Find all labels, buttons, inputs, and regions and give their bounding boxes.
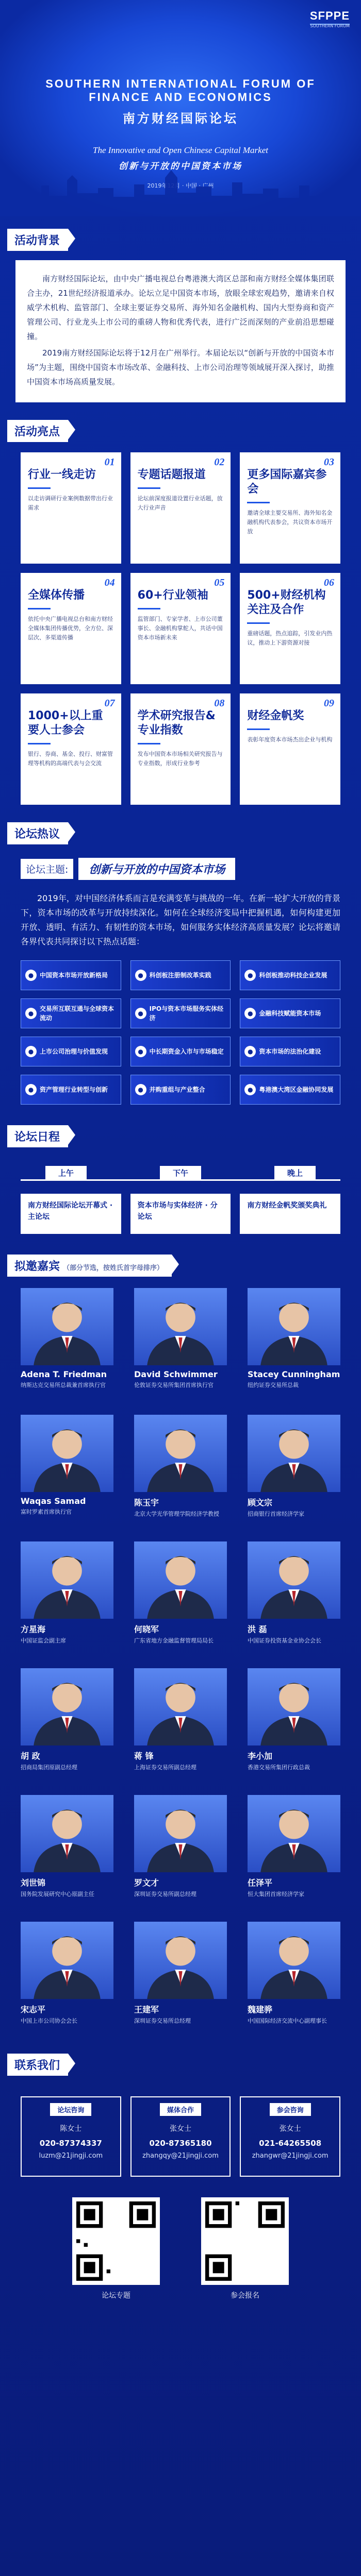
contact-email[interactable]: zhangwr@21jingji.com (252, 2152, 329, 2160)
hot-topics-section (0, 822, 361, 1105)
speaker-card (134, 1922, 227, 2038)
highlight-card (130, 573, 231, 684)
agenda-title: 论坛日程 (7, 1125, 68, 1147)
highlight-desc: 论坛前深度报道设置行业话题，放大行业声音 (137, 495, 223, 511)
speaker-photo (248, 1668, 340, 1745)
hot-topic-item (21, 960, 121, 990)
highlight-number: 04 (104, 577, 115, 588)
hot-topic-item (130, 1037, 231, 1066)
speaker-name: Stacey Cunningham (248, 1369, 340, 1379)
speakers-section (0, 1255, 361, 2038)
speaker-title: 纽约证券交易所总裁 (248, 1382, 299, 1388)
speaker-card (248, 1795, 340, 1911)
speaker-photo (134, 1795, 227, 1872)
speaker-card (248, 1922, 340, 2038)
speaker-photo (248, 1795, 340, 1872)
speaker-photo (134, 1415, 227, 1492)
agenda-card: 南方财经国际论坛开幕式 · 主论坛 (21, 1194, 121, 1234)
speaker-photo (21, 1922, 113, 1999)
agenda-section (0, 1125, 361, 1234)
speaker-name: 方星海 (21, 1624, 46, 1634)
topic-paragraph: 2019年，对中国经济体系而言是充满变革与挑战的一年。在新一轮扩大开放的背景下，资本市场的改革与开放持续深化。如何在全球经济变局中把握机遇，如何构建更加开放、透明、有活力、有韧性的资本市场，如何服务实体经济高质量发展？论坛将邀请各界代表共同探讨以下热点话题： (21, 893, 340, 946)
speaker-photo (21, 1415, 113, 1492)
highlight-divider (28, 487, 51, 489)
speaker-card (134, 1795, 227, 1911)
speaker-title: 上海证券交易所副总经理 (134, 1764, 196, 1771)
speaker-photo (21, 1288, 113, 1365)
contact-label: 媒体合作 (160, 2103, 201, 2116)
speaker-card (21, 1541, 113, 1658)
speaker-name: Adena T. Friedman (21, 1369, 107, 1379)
highlight-card (240, 452, 340, 564)
hot-topic-text: 中国资本市场开放新格局 (40, 972, 108, 979)
speaker-title: 深圳证券交易所副总经理 (134, 1891, 196, 1897)
hot-topic-item (130, 1075, 231, 1105)
topic-text (21, 891, 340, 949)
person-silhouette-icon (134, 1541, 227, 1619)
contact-grid (21, 2096, 340, 2177)
contact-label: 论坛咨询 (50, 2103, 91, 2116)
agenda-tag-morning: 上午 (45, 1166, 87, 1180)
speaker-title: 纳斯达克交易所总裁兼首席执行官 (21, 1382, 106, 1388)
speaker-title: 广东省地方金融监督管理局局长 (134, 1637, 214, 1644)
hot-topic-text: 资产管理行业转型与创新 (40, 1086, 108, 1093)
hot-topic-text: IPO与资本市场服务实体经济 (149, 1005, 224, 1022)
highlight-number: 08 (214, 698, 225, 709)
highlight-title: 60+行业领袖 (137, 589, 208, 602)
speaker-photo (248, 1922, 340, 1999)
bullet-icon: ● (135, 1046, 146, 1057)
hot-topic-text: 上市公司治理与价值发现 (40, 1048, 108, 1055)
hot-topic-item (21, 1075, 121, 1105)
speaker-name: 王建军 (134, 2005, 159, 2014)
speaker-photo (134, 1922, 227, 1999)
qr-caption: 参会报名 (231, 2292, 259, 2300)
highlight-number: 01 (104, 456, 115, 468)
highlight-divider (138, 743, 160, 744)
highlight-title: 行业一线走访 (28, 468, 96, 481)
highlights-grid (21, 452, 340, 805)
agenda-tag-evening: 晚上 (274, 1166, 316, 1180)
contact-person: 张女士 (279, 2125, 301, 2133)
highlight-divider (138, 608, 160, 609)
highlight-number: 03 (324, 456, 334, 468)
speaker-card (134, 1415, 227, 1531)
agenda-card: 南方财经金帆奖颁奖典礼 (240, 1194, 340, 1234)
background-paragraph-2: 2019南方财经国际论坛将于12月在广州举行。本届论坛以“创新与开放的中国资本市场”为主题，围绕中国资本市场改革、金融科技、上市公司治理等领域展开深入探讨，助推中国资本市场高质量发展。 (27, 348, 334, 386)
speaker-photo (21, 1668, 113, 1745)
speaker-title: 富时罗素首席执行官 (21, 1509, 72, 1515)
highlight-title: 全媒体传播 (28, 589, 85, 602)
hero-title-cn: 南方财经国际论坛 (123, 111, 238, 126)
highlight-desc: 银行、券商、基金、投行、财富管理等机构的高端代表与会交流 (28, 751, 113, 767)
highlight-number: 07 (104, 698, 115, 709)
speaker-card (248, 1288, 340, 1404)
bullet-icon: ● (135, 970, 146, 981)
hot-topic-text: 交易所互联互通与全球资本流动 (40, 1005, 114, 1022)
hero-subtitle-en: The Innovative and Open Chinese Capital Market (93, 145, 268, 155)
speaker-name: 刘世锦 (21, 1878, 46, 1888)
person-silhouette-icon (21, 1922, 113, 1999)
highlight-card (21, 693, 121, 805)
agenda-card: 资本市场与实体经济 · 分论坛 (130, 1194, 231, 1234)
hero-subtitle-cn: 创新与开放的中国资本市场 (119, 161, 242, 172)
highlight-desc: 监管部门、专家学者、上市公司董事长、金融机构掌舵人，共话中国资本市场新未来 (137, 616, 223, 641)
highlight-desc: 表彰年度资本市场杰出企业与机构 (247, 736, 333, 743)
hero-title-en-2: FINANCE AND ECONOMICS (89, 91, 272, 104)
highlight-title: 1000+以上重要人士参会 (28, 709, 103, 737)
highlight-number: 06 (324, 577, 334, 588)
speakers-title-text: 拟邀嘉宾 (14, 1260, 60, 1273)
person-silhouette-icon (21, 1288, 113, 1365)
speaker-card (21, 1795, 113, 1911)
hot-topic-item (240, 998, 340, 1028)
hot-topic-text: 金融科技赋能资本市场 (259, 1010, 321, 1017)
highlight-title: 学术研究报告&专业指数 (137, 709, 216, 737)
person-silhouette-icon (134, 1922, 227, 1999)
highlight-desc: 邀请全球主要交易所、海外知名金融机构代表参会，共议资本市场开放 (247, 510, 333, 535)
speaker-photo (21, 1541, 113, 1619)
highlight-number: 05 (214, 577, 225, 588)
bullet-icon: ● (25, 1008, 37, 1019)
qr-code-icon[interactable] (72, 2197, 160, 2285)
speaker-photo (134, 1668, 227, 1745)
highlight-divider (247, 622, 270, 624)
highlight-desc: 重磅话题，热点追踪，引发业内热议，推动上下游资源对接 (247, 630, 333, 646)
contact-card (240, 2096, 340, 2177)
person-silhouette-icon (134, 1415, 227, 1492)
speaker-name: 胡 政 (21, 1751, 40, 1761)
hot-topic-text: 并购重组与产业整合 (149, 1086, 205, 1093)
bullet-icon: ● (25, 1046, 37, 1057)
highlight-desc: 以走访调研行业案例数据带出行业需求 (28, 495, 113, 511)
contact-title: 联系我们 (7, 2054, 68, 2076)
speaker-name: 陈玉宇 (134, 1498, 159, 1507)
hot-topic-text: 中长期资金入市与市场稳定 (149, 1048, 224, 1055)
hot-topic-text: 资本市场的法治化建设 (259, 1048, 321, 1055)
speaker-title: 香港交易所集团行政总裁 (248, 1764, 310, 1771)
speaker-name: Waqas Samad (21, 1496, 86, 1506)
speakers-grid (21, 1288, 340, 2038)
highlights-title: 活动亮点 (7, 420, 68, 442)
hot-topic-item (130, 998, 231, 1028)
contact-card (130, 2096, 231, 2177)
speaker-photo (21, 1795, 113, 1872)
highlight-number: 09 (324, 698, 334, 709)
agenda-timeline (21, 1166, 340, 1187)
topic-theme: 创新与开放的中国资本市场 (78, 858, 235, 880)
topic-header (21, 858, 340, 880)
bullet-icon: ● (25, 1084, 37, 1095)
highlight-divider (138, 487, 160, 489)
hot-topics-title: 论坛热议 (7, 822, 68, 844)
person-silhouette-icon (134, 1288, 227, 1365)
city-skyline-graphic (0, 170, 361, 216)
person-silhouette-icon (248, 1922, 340, 1999)
speaker-title: 国务院发展研究中心原副主任 (21, 1891, 94, 1897)
speaker-photo (134, 1288, 227, 1365)
speaker-title: 中国上市公司协会会长 (21, 2018, 77, 2024)
highlight-card (21, 573, 121, 684)
highlight-card (21, 452, 121, 564)
highlight-title: 财经金帆奖 (247, 709, 304, 722)
speaker-title: 中国证监会副主席 (21, 1637, 66, 1644)
hero-dateline: 2019年12月 · 中国 · 广州 (147, 182, 214, 189)
highlight-title: 更多国际嘉宾参会 (247, 468, 327, 496)
person-silhouette-icon (248, 1288, 340, 1365)
highlight-divider (247, 502, 270, 503)
background-paragraph-1: 南方财经国际论坛，由中央广播电视总台粤港澳大湾区总部和南方财经全媒体集团联合主办，21世纪经济报道承办。论坛立足中国资本市场，放眼全球宏观趋势，邀请来自权威学术机构、监管部门、全球主要证券交易所、海外知名金融机构、国内大型券商和资产管理公司、行业龙头上市公司的重磅人物和优秀代表，进行广泛而深刻的产业前沿思想碰撞。 (27, 274, 334, 341)
speaker-name: 罗文才 (134, 1878, 159, 1888)
contact-person: 张女士 (169, 2125, 191, 2133)
highlight-divider (28, 608, 51, 609)
person-silhouette-icon (21, 1668, 113, 1745)
qr-code-icon[interactable] (201, 2197, 289, 2285)
speaker-card (134, 1668, 227, 1785)
speaker-photo (248, 1415, 340, 1492)
hero-banner (0, 0, 361, 216)
hot-topic-item (21, 1037, 121, 1066)
highlight-divider (28, 743, 51, 744)
hot-topic-text: 粤港澳大湾区金融协同发展 (259, 1086, 334, 1093)
contact-card (21, 2096, 121, 2177)
qr-row (0, 2197, 361, 2300)
bullet-icon: ● (135, 1008, 146, 1019)
speaker-name: David Schwimmer (134, 1369, 218, 1379)
speaker-name: 洪 磊 (248, 1624, 267, 1634)
contact-section (0, 2054, 361, 2300)
background-box (15, 260, 346, 402)
qr-block (72, 2197, 160, 2300)
speaker-title: 中国证券投资基金业协会会长 (248, 1637, 321, 1644)
highlight-number: 02 (214, 456, 225, 468)
speaker-card (248, 1415, 340, 1531)
topic-label: 论坛主题: (21, 859, 73, 879)
qr-caption: 论坛专题 (102, 2292, 130, 2300)
person-silhouette-icon (248, 1795, 340, 1872)
person-silhouette-icon (21, 1541, 113, 1619)
speaker-title: 伦敦证券交易所集团首席执行官 (134, 1382, 214, 1388)
bullet-icon: ● (25, 970, 37, 981)
highlight-divider (247, 728, 270, 730)
speaker-photo (248, 1288, 340, 1365)
contact-person: 陈女士 (60, 2125, 82, 2133)
contact-email[interactable]: zhangqy@21jingji.com (142, 2152, 219, 2160)
person-silhouette-icon (248, 1541, 340, 1619)
highlights-section (0, 420, 361, 805)
contact-phone[interactable]: 020-87374337 (39, 2139, 102, 2148)
highlight-card (130, 452, 231, 564)
hero-title-en-1: SOUTHERN INTERNATIONAL FORUM OF (45, 77, 316, 90)
bullet-icon: ● (244, 970, 256, 981)
contact-phone[interactable]: 021-64265508 (259, 2139, 322, 2148)
brand-logo: SFPPE (310, 9, 350, 25)
speaker-card (248, 1541, 340, 1658)
contact-phone[interactable]: 020-87365180 (149, 2139, 212, 2148)
person-silhouette-icon (134, 1668, 227, 1745)
speaker-title: 中国国际经济交流中心副理事长 (248, 2018, 327, 2024)
speaker-name: 顾文宗 (248, 1498, 273, 1507)
speaker-title: 深圳证券交易所总经理 (134, 2018, 191, 2024)
speakers-note: （部分节选，按姓氏首字母排序） (63, 1264, 164, 1272)
speaker-name: 蒋 锋 (134, 1751, 154, 1761)
background-title: 活动背景 (7, 229, 68, 251)
person-silhouette-icon (21, 1415, 113, 1492)
speaker-photo (248, 1541, 340, 1619)
speaker-card (21, 1668, 113, 1785)
speaker-card (248, 1668, 340, 1785)
hot-topic-item (240, 1075, 340, 1105)
speaker-card (134, 1288, 227, 1404)
speaker-name: 宋志平 (21, 2005, 46, 2014)
highlight-title: 500+财经机构关注及合作 (247, 589, 326, 616)
hot-topic-grid (21, 960, 340, 1105)
hot-topic-item (130, 960, 231, 990)
highlight-desc: 发布中国资本市场相关研究报告与专业指数，形成行业参考 (137, 751, 223, 767)
speakers-title (7, 1255, 172, 1277)
speaker-name: 魏建骅 (248, 2005, 273, 2014)
person-silhouette-icon (248, 1415, 340, 1492)
hot-topic-text: 科创板注册制改革实践 (149, 972, 211, 979)
bullet-icon: ● (244, 1084, 256, 1095)
hot-topic-item (21, 998, 121, 1028)
person-silhouette-icon (248, 1668, 340, 1745)
person-silhouette-icon (21, 1795, 113, 1872)
speaker-name: 李小加 (248, 1751, 273, 1761)
agenda-cards (21, 1194, 340, 1234)
bullet-icon: ● (244, 1046, 256, 1057)
speaker-name: 任泽平 (248, 1878, 273, 1888)
speaker-card (21, 1922, 113, 2038)
speaker-card (21, 1288, 113, 1404)
speaker-card (134, 1541, 227, 1658)
qr-block (201, 2197, 289, 2300)
speaker-title: 恒大集团首席经济学家 (248, 1891, 304, 1897)
brand-logo-sub: SOUTHERN FORUM (310, 24, 350, 28)
speaker-name: 何晓军 (134, 1624, 159, 1634)
highlight-card (240, 693, 340, 805)
contact-email[interactable]: luzm@21jingji.com (39, 2152, 103, 2160)
highlight-desc: 依托中央广播电视总台和南方财经全媒体集团传播优势，全方位、深层次、多渠道传播 (28, 616, 113, 641)
highlight-title: 专题话题报道 (137, 468, 206, 481)
speaker-title: 招商银行首席经济学家 (248, 1511, 304, 1517)
background-section (0, 229, 361, 402)
bullet-icon: ● (244, 1008, 256, 1019)
speaker-title: 招商局集团原副总经理 (21, 1764, 77, 1771)
agenda-tag-afternoon: 下午 (160, 1166, 201, 1180)
hot-topic-item (240, 960, 340, 990)
speaker-title: 北京大学光华管理学院经济学教授 (134, 1511, 219, 1517)
speaker-card (21, 1415, 113, 1531)
hot-topic-item (240, 1037, 340, 1066)
person-silhouette-icon (134, 1795, 227, 1872)
highlight-card (240, 573, 340, 684)
speaker-photo (134, 1541, 227, 1619)
bullet-icon: ● (135, 1084, 146, 1095)
highlight-card (130, 693, 231, 805)
contact-label: 参会咨询 (270, 2103, 311, 2116)
hot-topic-text: 科创板推动科技企业发展 (259, 972, 327, 979)
